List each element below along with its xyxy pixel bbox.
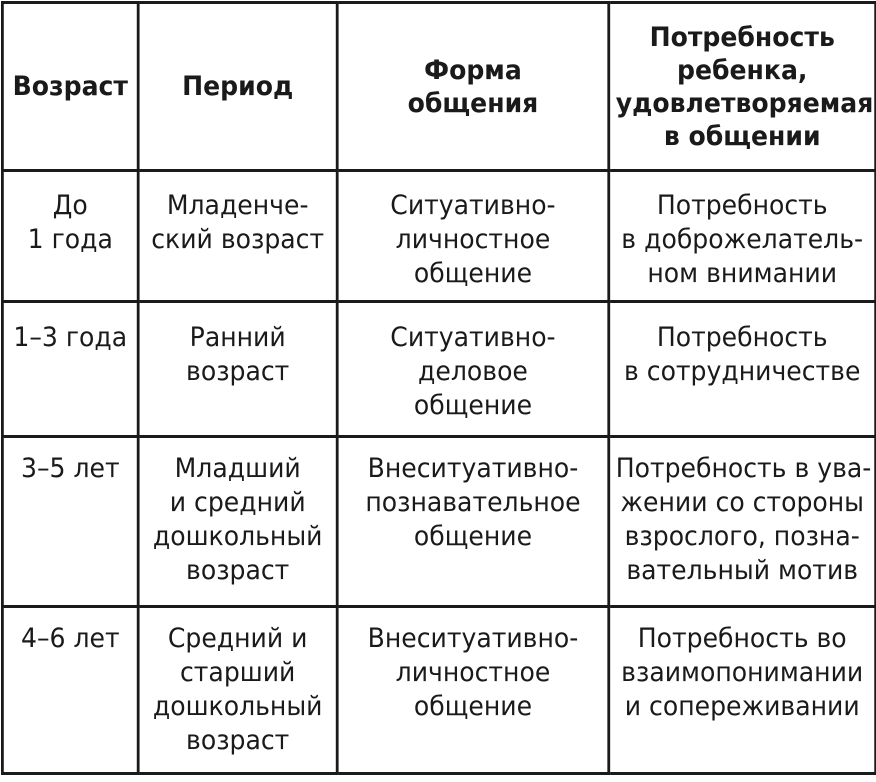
need-cell: Потребность в доброжелатель- ном внимании xyxy=(609,171,876,302)
period-cell: Ранний возраст xyxy=(138,302,337,437)
period-cell: Младший и средний дошкольный возраст xyxy=(138,437,337,607)
header-row xyxy=(2,3,875,171)
communication-forms-table xyxy=(1,1,876,775)
form-cell: Ситуативно- личностное общение xyxy=(337,171,609,302)
age-cell: 4–6 лет xyxy=(2,607,138,774)
period-cell: Средний и старший дошкольный возраст xyxy=(138,607,337,774)
age-cell: 3–5 лет xyxy=(2,437,138,607)
table-row xyxy=(2,171,875,302)
need-cell: Потребность во взаимопонимании и сопереживании xyxy=(609,607,876,774)
header-need: Потребность ребенка, удовлетворяемая в общении xyxy=(609,3,876,171)
table-row xyxy=(2,437,875,607)
table-row xyxy=(2,607,875,774)
period-cell: Младенче- ский возраст xyxy=(138,171,337,302)
need-cell: Потребность в сотрудничестве xyxy=(609,302,876,437)
need-cell: Потребность в ува- жении со стороны взрослого, позна- вательный мотив xyxy=(609,437,876,607)
header-age: Возраст xyxy=(2,3,138,171)
age-cell: До 1 года xyxy=(2,171,138,302)
header-communication-form: Форма общения xyxy=(337,3,609,171)
table-row xyxy=(2,302,875,437)
header-period: Период xyxy=(138,3,337,171)
form-cell: Внеситуативно- личностное общение xyxy=(337,607,609,774)
form-cell: Внеситуативно- познавательное общение xyxy=(337,437,609,607)
form-cell: Ситуативно- деловое общение xyxy=(337,302,609,437)
age-cell: 1–3 года xyxy=(2,302,138,437)
